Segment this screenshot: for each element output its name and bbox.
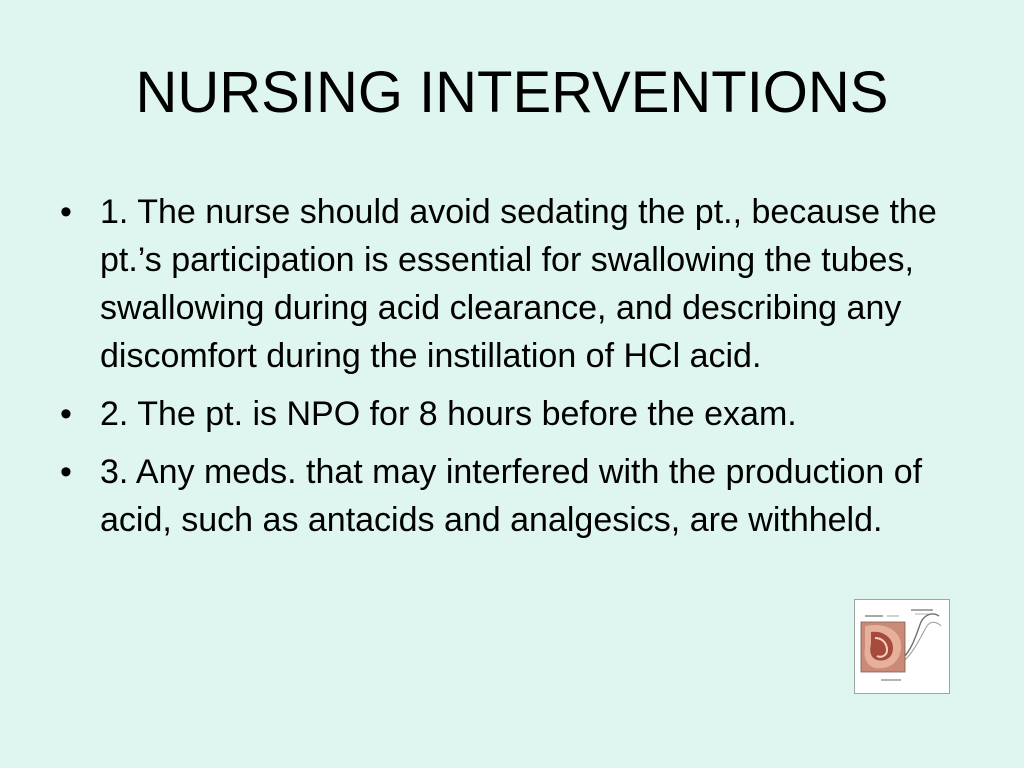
bullet-dot-icon: • [60, 395, 72, 433]
bullet-text-1: 1. The nurse should avoid sedating the pt., because the pt.’s participation is essential for swallowing the tubes, swallowing during acid clearance, and describing any discomfort during the instillation of HCl acid. [100, 193, 937, 375]
bullet-dot-icon: • [60, 453, 72, 491]
bullet-text-3: 3. Any meds. that may interfered with the production of acid, such as antacids and analgesics, are withheld. [100, 453, 923, 539]
stomach-tube-diagram-image [854, 599, 950, 694]
bullet-item-2 [60, 390, 960, 438]
bullet-list [60, 188, 960, 554]
bullet-item-1 [60, 188, 960, 380]
bullet-text-2: 2. The pt. is NPO for 8 hours before the exam. [100, 395, 797, 433]
bullet-item-3 [60, 448, 960, 544]
bullet-dot-icon: • [60, 193, 72, 231]
stomach-tube-diagram-icon [855, 600, 949, 693]
slide-title: NURSING INTERVENTIONS [135, 60, 889, 125]
